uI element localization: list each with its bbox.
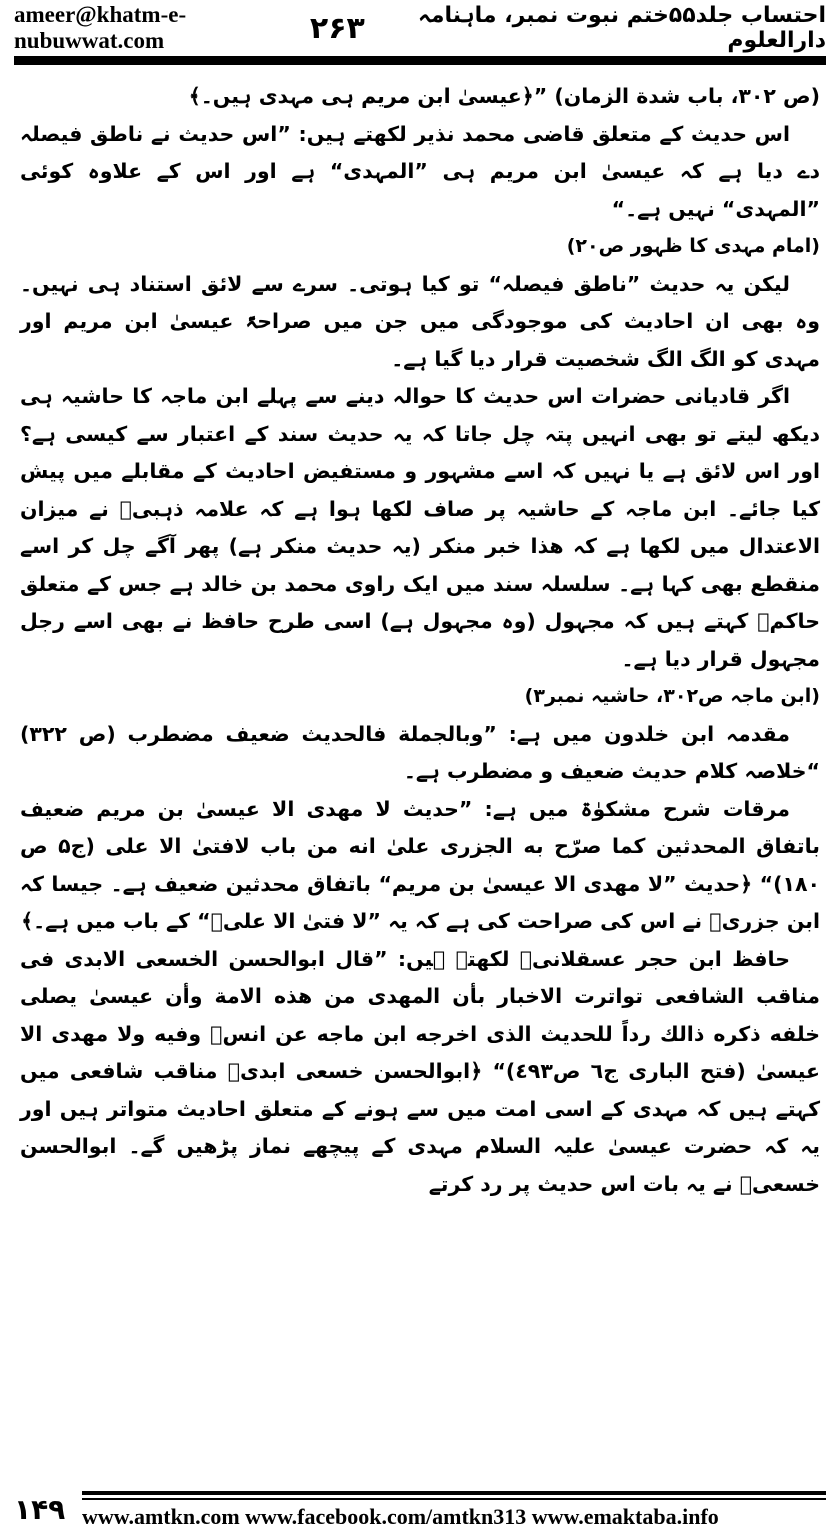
citation: (ابن ماجہ ص۳۰۲، حاشیہ نمبر۳) <box>524 685 820 707</box>
header-rule <box>14 56 826 65</box>
paragraph: مرقات شرح مشکوٰۃ میں ہے: ”حديث لا مهدى الا عيسىٰ بن مريم ضعيف باتفاق المحدثين كما صرّح به الجزرى علىٰ انه من باب لافتىٰ الا على (ج۵ ص ۱۸۰)“ ﴿حدیث ”لا مهدى الا عيسىٰ بن مريم“ باتفاق محدثین ضعیف ہے۔ جیسا کہ ابن جزریؒ نے اس کی صراحت کی ہے کہ یہ ”لا فتىٰ الا علىؓ“ کے باب میں ہے۔﴾ <box>20 796 820 933</box>
paragraph: لیکن یہ حدیث ”ناطق فیصلہ“ تو کیا ہوتی۔ سرے سے لائق استناد ہی نہیں۔ وہ بھی ان احادیث کی موجودگی میں جن میں صراحۃً عیسیٰ ابن مریم اور مہدی کو الگ الگ شخصیت قرار دیا گیا ہے۔ <box>20 271 820 371</box>
paragraph: اس حدیث کے متعلق قاضی محمد نذیر لکھتے ہیں: ”اس حدیث نے ناطق فیصلہ دے دیا ہے کہ عیسیٰ ابن مریم ہی ”المہدی“ ہے اور اس کے علاوہ کوئی ”المہدی“ نہیں ہے۔“ <box>20 121 820 221</box>
header-left <box>14 2 365 54</box>
page-header <box>14 2 826 53</box>
footer-rule <box>82 1491 826 1495</box>
citation: (امام مہدی کا ظہور ص۲۰) <box>566 235 820 257</box>
paragraph: (ص ۳۰۲، باب شدة الزمان) ”﴿عیسیٰ ابن مریم ہی مہدی ہیں۔﴾ <box>188 84 820 108</box>
header-email: ameer@khatm-e-nubuwwat.com <box>14 2 187 53</box>
header-page-number: ۲۶۳ <box>309 10 365 46</box>
footer-page-number: ۱۴۹ <box>14 1493 66 1526</box>
paragraph: اگر قادیانی حضرات اس حدیث کا حوالہ دینے سے پہلے ابن ماجہ کا حاشیہ ہی دیکھ لیتے تو بھی انہیں پتہ چل جاتا کہ یہ حدیث سند کے اعتبار سے کیسی ہے؟ اور اس لائق ہے یا نہیں کہ اسے مشہور و مستفیض احادیث کے مقابلے میں پیش کیا جائے۔ ابن ماجہ کے حاشیہ پر صاف لکھا ہوا ہے کہ علامہ ذہبیؒ نے میزان الاعتدال میں لکھا ہے کہ ھذا خبر منکر (یہ حدیث منکر ہے) پھر آگے چل کر اسے منقطع بھی کہا ہے۔ سلسلہ سند میں ایک راوی محمد بن خالد ہے جس کے متعلق حاکمؒ کہتے ہیں کہ مجہول (وہ مجہول ہے) اسی طرح حافظ نے بھی اسے رجل مجہول قرار دیا ہے۔ <box>20 384 820 671</box>
footer-rule-thin <box>82 1498 826 1500</box>
header-title: احتساب جلد۵۵ختم نبوت نمبر، ماہنامہ دارالعلوم <box>418 3 826 53</box>
paragraph: مقدمہ ابن خلدون میں ہے: ”وبالجملة فالحديث ضعيف مضطرب (ص ۳۲۲) “خلاصہ کلام حدیث ضعیف و مضطرب ہے۔ <box>20 721 820 783</box>
footer-urls: www.amtkn.com www.facebook.com/amtkn313 www.emaktaba.info <box>82 1504 719 1529</box>
page-body <box>20 78 820 1470</box>
paragraph: حافظ ابن حجر عسقلانیؒ لکھتے ہیں: ”قال ابوالحسن الخسعى الابدى فى مناقب الشافعى تواترت الاخبار بأن المهدى من هذه الامة وأن عيسىٰ يصلى خلفه ذكره ذالك رداً للحديث الذى اخرجه ابن ماجه عن انسؓ وفيه ولا مهدى الا عيسىٰ (فتح البارى ج٦ ص٤٩٣)“ ﴿ابوالحسن خسعی ابدیؒ مناقب شافعی میں کہتے ہیں کہ مہدی کے اسی امت میں سے ہونے کے متعلق احادیث متواتر ہیں اور یہ کہ حضرت عیسیٰ علیہ السلام مہدی کے پیچھے نماز پڑھیں گے۔ ابوالحسن خسعیؒ نے یہ بات اس حدیث پر رد کرتے <box>20 946 820 1196</box>
footer-right <box>82 1491 826 1530</box>
page-footer <box>14 1484 826 1530</box>
